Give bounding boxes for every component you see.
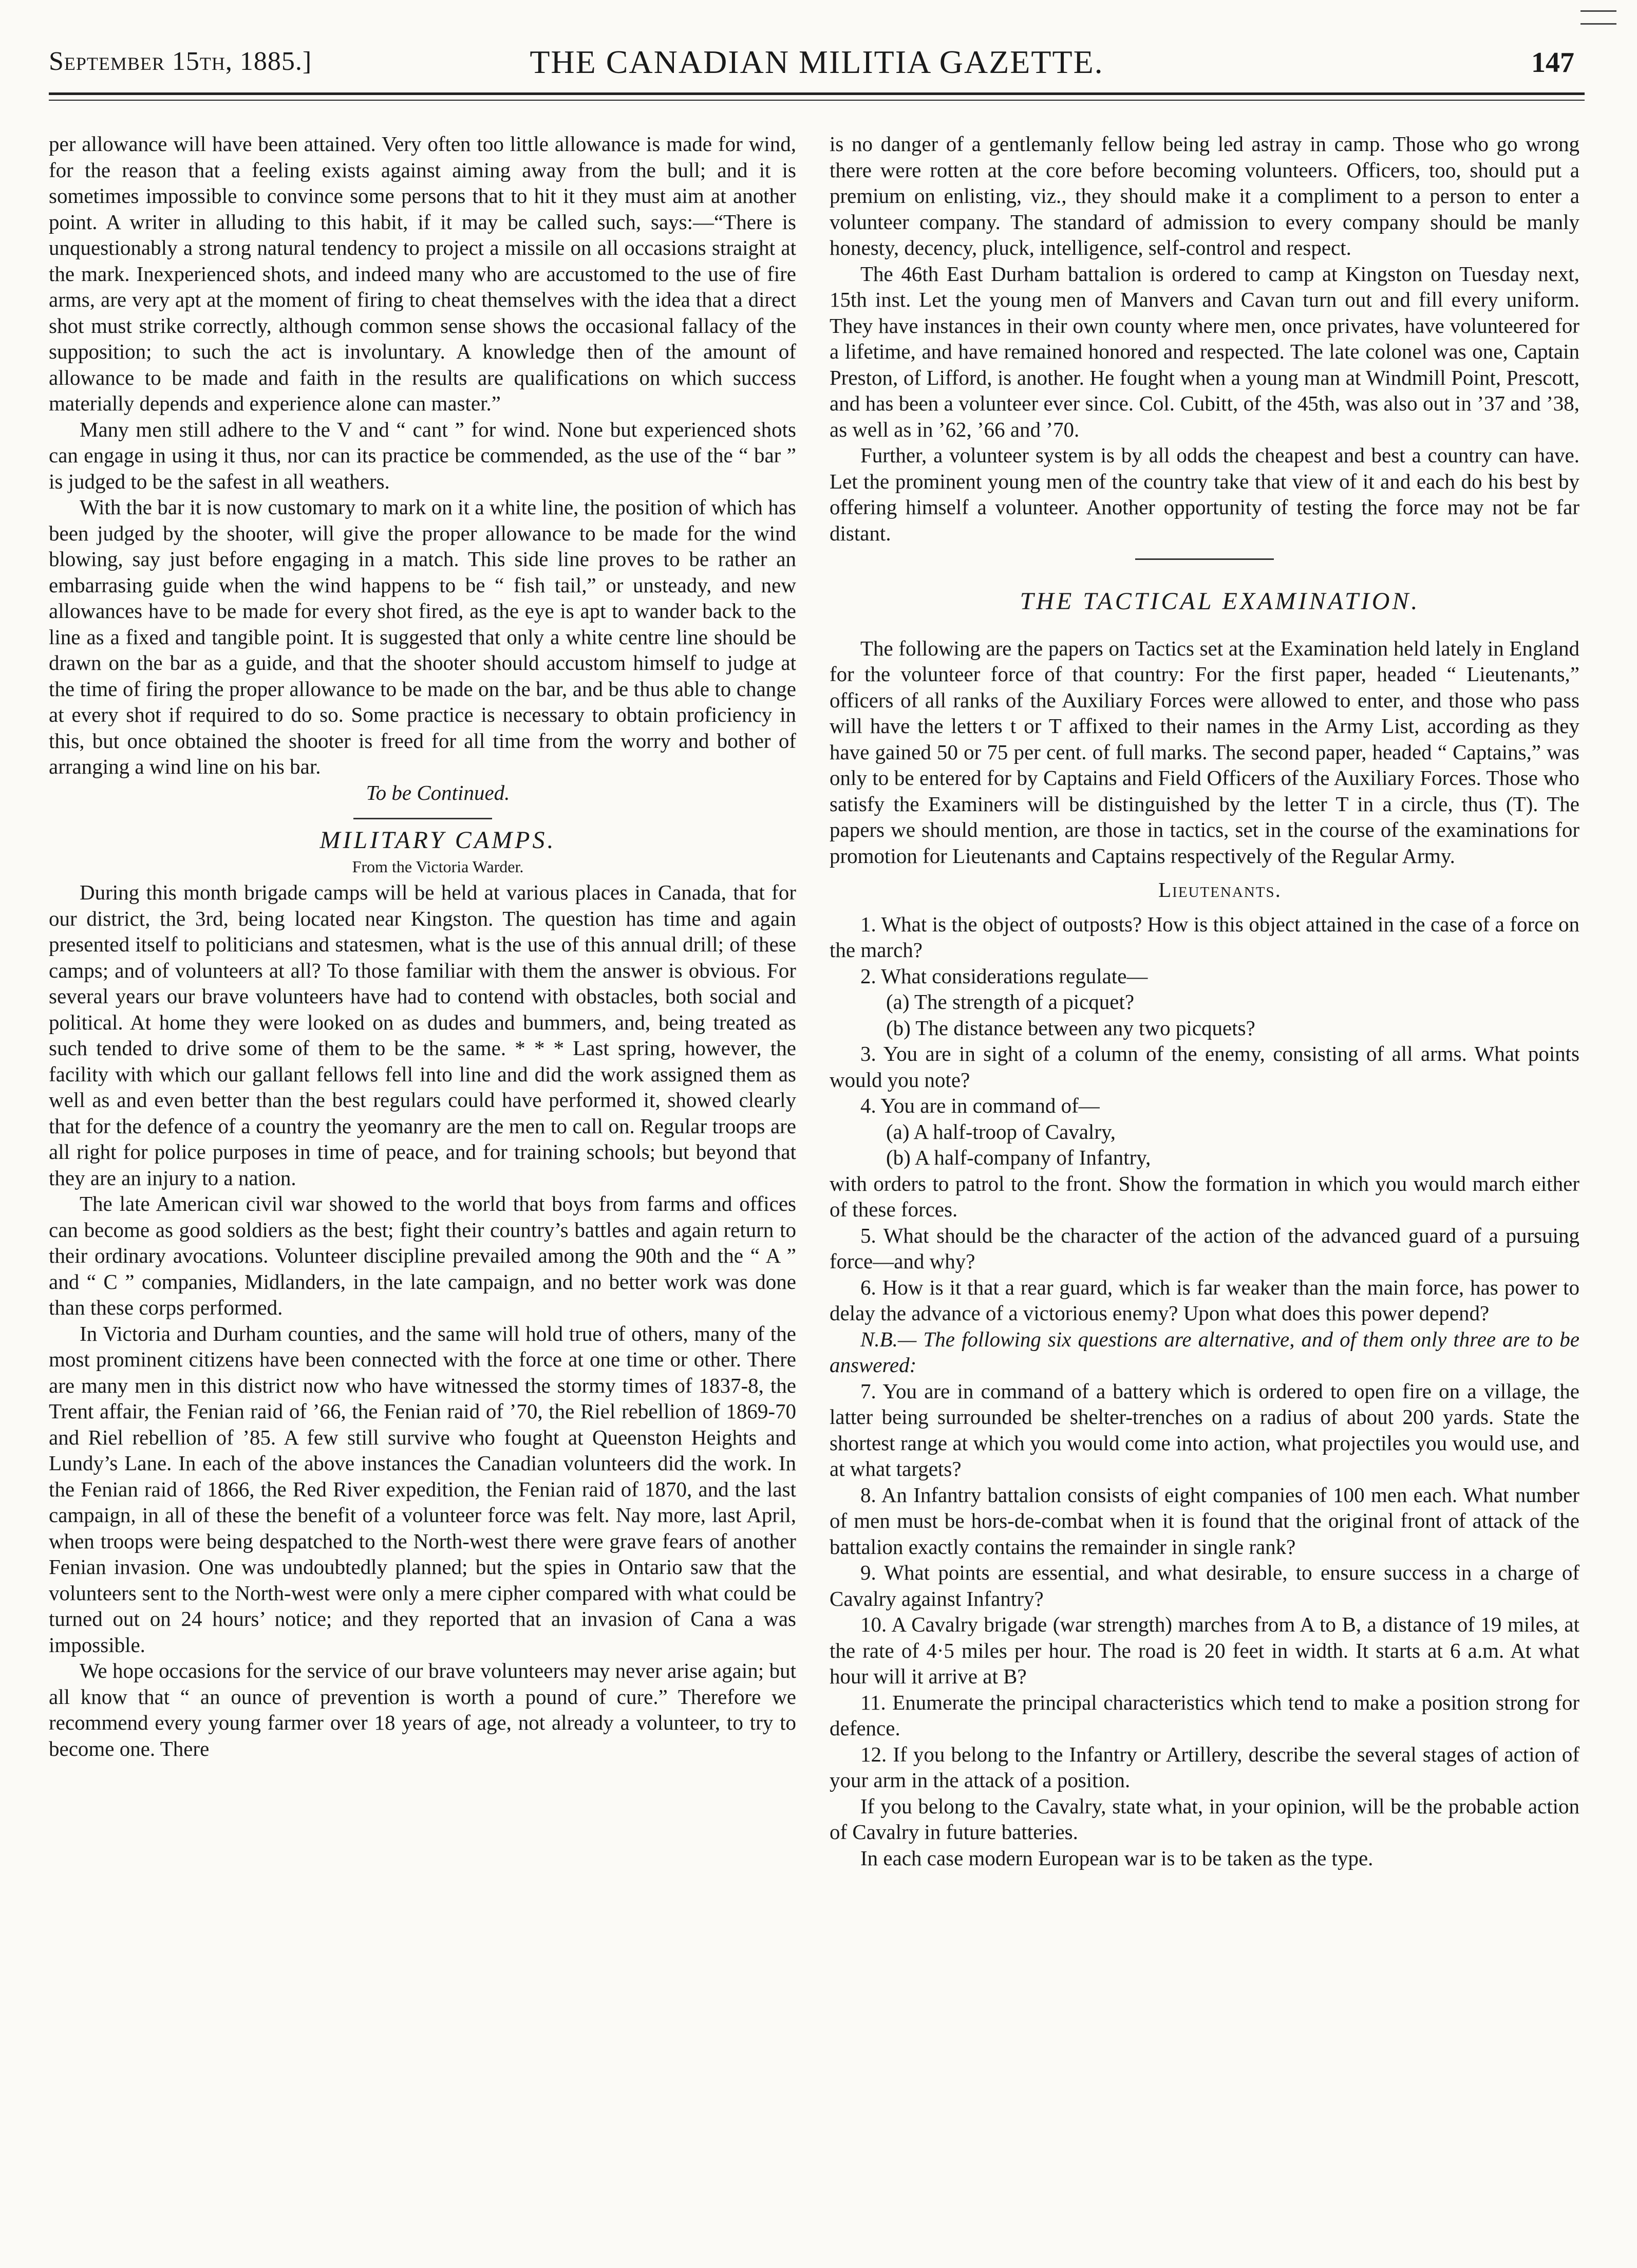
- paragraph: per allowance will have been attained. Very often too little allowance is made for wind, for the reason that a feeling exists against aiming away from the bull; and it is sometimes impossible to convince some persons that to hit it they must aim at another point. A writer in alluding to this habit, if it may be called such, says:—“There is unquestionably a strong natural tendency to project a missile on all occasions straight at the mark. Inexperienced shots, and indeed many who are accustomed to the use of fire arms, are very apt at the moment of firing to cheat themselves with the idea that a direct shot must strike correctly, although common sense shows the occasional fallacy of the supposition; to such the act is involuntary. A knowledge then of the amount of allowance to be made and faith in the results are qualifications on which success materially depends and experience alone can master.”: [49, 132, 796, 415]
- paragraph: Further, a volunteer system is by all odds the cheapest and best a country can have. Let the prominent young men of the country take that view of it and each do his best by offering himself a volunteer. Another opportunity of testing the force may not be far distant.: [830, 443, 1579, 545]
- military-camps-heading: MILITARY CAMPS.: [319, 827, 556, 854]
- margin-marks: [1580, 10, 1616, 36]
- paragraph: Many men still adhere to the V and “ cant ” for wind. None but experienced shots can engage in using it thus, nor can its practice be commended, as the use of the “ bar ” is judged to be the safest in all weathers.: [49, 417, 796, 493]
- question-8: 8. An Infantry battalion consists of eight companies of 100 men each. What number of men must be hors-de-combat when it is found that the original front of attack of the battalion exactly contains the remainder in single rank?: [830, 1483, 1579, 1559]
- question-9: 9. What points are essential, and what desirable, to ensure success in a charge of Cavalry against Infantry?: [830, 1561, 1579, 1610]
- question-4a: (a) A half-troop of Cavalry,: [886, 1119, 1116, 1144]
- paragraph: During this month brigade camps will be held at various places in Canada, that for our district, the 3rd, being located near Kingston. The question has time and again presented itself to politicians and statesmen, what is the use of this annual drill; of these camps; and of volunteers at all? To those familiar with them the answer is obvious. For several years our brave volunteers have had to contend with obstacles, both social and political. At home they were looked on as dudes and bummers, and, being treated as such tended to drive some of them to be the same. * * * Last spring, however, the facility with which our gallant fellows fell into line and did the work assigned them as well as and even better than the best regulars could have performed it, showed clearly that for the defence of a country the yeomanry are the men to call on. Regular troops are all right for police purposes in time of peace, and for training schools; but beyond that they are an injury to a nation.: [49, 880, 796, 1190]
- question-10: 10. A Cavalry brigade (war strength) marches from A to B, a distance of 19 miles, at the rate of 4·5 miles per hour. The road is 20 feet in width. It starts at 6 a.m. At what hour will it arrive at B?: [830, 1613, 1579, 1688]
- question-12-cavalry: If you belong to the Cavalry, state what, in your opinion, will be the probable action of Cavalry in future batteries.: [830, 1794, 1579, 1844]
- spacer: [830, 903, 1579, 911]
- spacer: [830, 869, 1579, 877]
- spacer: [830, 568, 1579, 589]
- header-rule-thin: [49, 100, 1585, 101]
- question-11: 11. Enumerate the principal characteristics which tend to make a position strong for defence.: [830, 1690, 1579, 1740]
- page-number: 147: [1531, 47, 1574, 79]
- question-5: 5. What should be the character of the action of the advanced guard of a pursuing force—and why?: [830, 1223, 1579, 1273]
- page-header: [49, 40, 1585, 86]
- spacer: [830, 615, 1579, 635]
- question-2b: (b) The distance between any two picquets?: [886, 1016, 1255, 1040]
- question-1: 1. What is the object of outposts? How is this object attained in the case of a force on the march?: [830, 912, 1579, 962]
- paragraph: With the bar it is now customary to mark on it a white line, the position of which has been judged by the shooter, will give the proper allowance to be made for the wind blowing, say just before engaging in a match. This side line proves to be rather an embarrasing guide when the wind happens to be “ fish tail,” or unsteady, and new allowances have to be made for every shot fired, as the eye is apt to wander back to the line as a fixed and tangible point. It is suggested that only a white centre line should be drawn on the bar as a guide, and that the shooter should accustom himself to judge at the time of firing the proper allowance to be made on the bar, and be thus able to change at every shot if required to do so. Some practice is necessary to obtain proficiency in this, but once obtained the shooter is freed for all time from the worry and bother of arranging a wind line on his bar.: [49, 495, 796, 778]
- header-date: September 15th, 1885.]: [49, 47, 312, 76]
- question-7: 7. You are in command of a battery which is ordered to open fire on a village, the latter being surrounded be shelter-trenches on a radius of about 200 yards. State the shortest range at which you would come into action, what projectiles you would use, and at what targets?: [830, 1379, 1579, 1480]
- question-6: 6. How is it that a rear guard, which is far weaker than the main force, has power to delay the advance of a victorious enemy? Upon what does this power depend?: [830, 1275, 1579, 1325]
- question-2: 2. What considerations regulate—: [860, 964, 1148, 988]
- paragraph: We hope occasions for the service of our brave volunteers may never arise again; but all know that “ an ounce of prevention is worth a pound of cure.” Therefore we recommend every young farmer over 18 years of age, not already a volunteer, to try to become one. There: [49, 1659, 796, 1760]
- left-column: [49, 131, 796, 1761]
- paragraph: is no danger of a gentlemanly fellow being led astray in camp. Those who go wrong there were rotten at the core before becoming volunteers. Officers, too, should put a premium on enlisting, viz., they should make it a compliment to a person to enter a volunteer company. The standard of admission to every company should be manly honesty, decency, pluck, intelligence, self-control and respect.: [830, 132, 1579, 259]
- question-12-note: In each case modern European war is to be taken as the type.: [860, 1846, 1373, 1870]
- question-12: 12. If you belong to the Infantry or Artillery, describe the several stages of action of your arm in the attack of a position.: [830, 1742, 1579, 1792]
- question-3: 3. You are in sight of a column of the enemy, consisting of all arms. What points would you note?: [830, 1042, 1579, 1092]
- tactical-examination-heading: THE TACTICAL EXAMINATION.: [1020, 588, 1420, 615]
- right-column: [830, 131, 1579, 1871]
- to-be-continued: To be Continued.: [366, 780, 510, 804]
- nota-bene: N.B.— The following six questions are alternative, and of them only three are to be answered:: [830, 1327, 1579, 1377]
- paragraph: The following are the papers on Tactics set at the Examination held lately in England for the volunteer force of that country: For the first paper, headed “ Lieutenants,” officers of all ranks of the Auxiliary Forces were allowed to enter, and those who pass will have the letters t or T affixed to their names in the Army List, according as they have gained 50 or 75 per cent. of full marks. The second paper, headed “ Captains,” was only to be entered for by Captains and Field Officers of the Auxiliary Forces. Those who satisfy the Examiners will be distinguished by the letter T in a circle, thus (T). The papers we should mention, are those in tactics, set in the course of the examinations for promotion for Lieutenants and Captains respectively of the Regular Army.: [830, 636, 1579, 868]
- question-4: 4. You are in command of—: [860, 1094, 1100, 1117]
- section-divider: [1135, 558, 1274, 560]
- lieutenants-heading: Lieutenants.: [1158, 878, 1282, 902]
- section-divider: [353, 818, 492, 819]
- question-4b: (b) A half-company of Infantry,: [886, 1146, 1151, 1169]
- question-2a: (a) The strength of a picquet?: [886, 990, 1135, 1014]
- question-4-continued: with orders to patrol to the front. Show the formation in which you would march either of these forces.: [830, 1171, 1579, 1221]
- header-rule-thick: [49, 92, 1585, 95]
- paragraph: In Victoria and Durham counties, and the same will hold true of others, many of the most prominent citizens have been connected with the force at one time or other. There are many men in this district now who have witnessed the stormy times of 1837-8, the Trent affair, the Fenian raid of ’66, the Fenian raid of ’70, the Riel rebellion of 1869-70 and Riel rebellion of ’85. A few still survive who fought at Queenston Heights and Lundy’s Lane. In each of the above instances the Canadian volunteers did the work. In the Fenian raid of 1866, the Red River expedition, the Fenian raid of 1870, and the last campaign, in all of these the benefit of a volunteer force was felt. Nay more, last April, when troops were being despatched to the North-west there were grave fears of another Fenian invasion. One was undoubtedly planned; but the spies in Ontario saw that the volunteers sent to the North-west were only a mere cipher compared with what could be turned out on 24 hours’ notice; and they reported that an invasion of Cana a was impossible.: [49, 1321, 796, 1657]
- paragraph: The late American civil war showed to the world that boys from farms and offices can become as good soldiers as the best; fight their country’s battles and again return to their ordinary avocations. Volunteer discipline prevailed among the 90th and the “ A ” and “ C ” companies, Midlanders, in the late campaign, and no better work was done than these corps performed.: [49, 1192, 796, 1319]
- header-title: THE CANADIAN MILITIA GAZETTE.: [530, 44, 1104, 80]
- article-source: From the Victoria Warder.: [352, 857, 524, 876]
- paragraph: The 46th East Durham battalion is ordered to camp at Kingston on Tuesday next, 15th inst. Let the young men of Manvers and Cavan turn out and fill every uniform. They have instances in their own county where men, once privates, have volunteered for a lifetime, and have remained honored and respected. The late colonel was one, Captain Preston, of Lifford, is another. He fought when a young man at Windmill Point, Prescott, and has been a volunteer ever since. Col. Cubitt, of the 45th, was also out in ’37 and ’38, as well as in ’62, ’66 and ’70.: [830, 261, 1579, 441]
